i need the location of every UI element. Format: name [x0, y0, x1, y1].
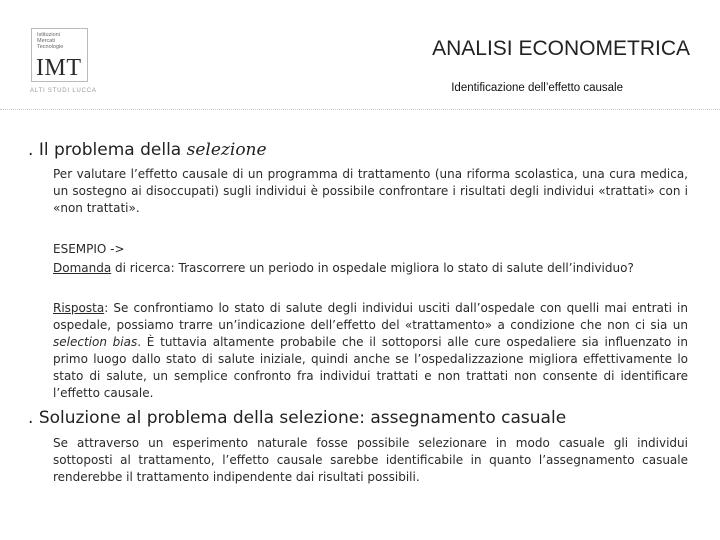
section1-heading-text: Il problema della: [38, 140, 182, 160]
logo-institution-lines: Istituzioni Mercati Tecnologie: [37, 32, 64, 50]
section1-heading: [28, 140, 267, 160]
section2-bullet: .: [28, 408, 34, 428]
section1-intro: Per valutare l’effetto causale di un programma di trattamento (una riforma scolastica, una cura medica, un sostegno ai disoccupati) sugli individui è possibile confrontare i risultati degli individui «trattati» con i «non trattati».: [53, 167, 688, 215]
answer-label: Risposta: [53, 301, 105, 315]
question-text: di ricerca: Trascorrere un periodo in ospedale migliora lo stato di salute dell’individuo?: [111, 261, 634, 275]
logo-mark: IMT: [36, 55, 82, 81]
question-label: Domanda: [53, 261, 112, 275]
section2-heading: [28, 408, 566, 428]
page-subtitle: Identificazione dell’effetto causale: [451, 82, 623, 94]
imt-logo: [31, 28, 88, 82]
research-question: [53, 260, 688, 277]
example-label: ESEMPIO ->: [53, 242, 125, 256]
header-divider: [0, 109, 720, 110]
answer-text-1: : Se confrontiamo lo stato di salute degli individui usciti dall’ospedale con quelli mai entrati in ospedale, possiamo trarre un’indicazione dell’effetto del «trattamento» a condizione che non ci sia un: [53, 301, 688, 332]
section2-heading-text: Soluzione al problema della selezione: assegnamento casuale: [38, 408, 567, 428]
section1-bullet: .: [28, 140, 34, 160]
answer-text-2: . È tuttavia altamente probabile che il sottoporsi alle cure ospedaliere sia influenzato in primo luogo dallo stato di salute iniziale, quindi anche se l’ospedalizzazione migliora effettivamente lo stato di salute, un semplice confronto fra individui trattati e non trattati non consente di identificare l’effetto causale.: [53, 335, 688, 400]
answer-paragraph: [53, 300, 688, 402]
logo-tagline: ALTI STUDI LUCCA: [30, 88, 97, 94]
section1-heading-italic: selezione: [186, 140, 267, 160]
section2-text: Se attraverso un esperimento naturale fosse possibile selezionare in modo casuale gli individui sottoposti al trattamento, l’effetto causale sarebbe identificabile in quanto l’assegnamento casuale renderebbe il trattamento indipendente dai risultati possibili.: [53, 436, 688, 484]
page-title: ANALISI ECONOMETRICA: [432, 37, 690, 60]
answer-italic: selection bias: [53, 335, 138, 349]
